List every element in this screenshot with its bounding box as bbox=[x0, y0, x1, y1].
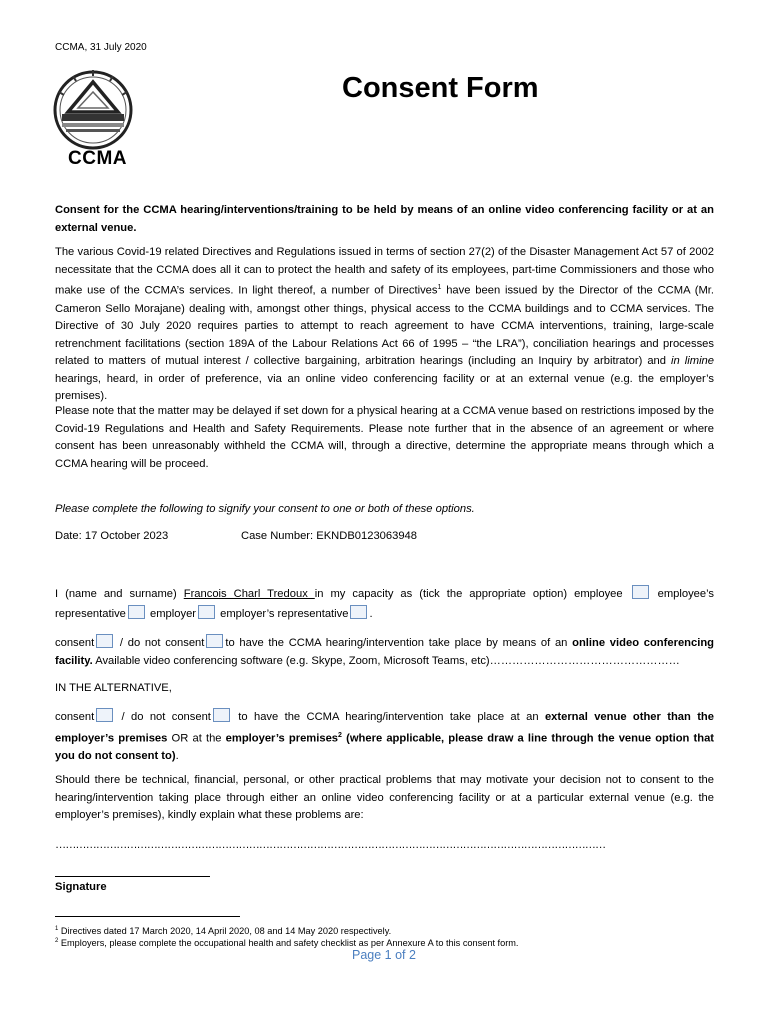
logo-label: CCMA bbox=[68, 148, 127, 169]
external-consent-checkbox[interactable] bbox=[96, 708, 113, 722]
alternative-label: IN THE ALTERNATIVE, bbox=[55, 682, 172, 694]
signatory-name: Francois Charl Tredoux bbox=[183, 588, 315, 600]
explanation-line[interactable]: ……………………………………………………………………………………………………………………………………………… bbox=[55, 839, 606, 851]
ccma-logo-icon bbox=[52, 68, 134, 152]
delay-paragraph: Please note that the matter may be delayed if set down for a physical hearing at a CCMA venue based on restrictions imposed by the Covid-19 Regulations and Health and Safety Requirements. Please note further that in the absence of an agreement or where consent has been unreasonably withheld the CCMA will, through a directive, determine the appropriate means through which a CCMA hearing will be proceed. bbox=[55, 405, 714, 470]
employee-rep-checkbox[interactable] bbox=[128, 605, 145, 619]
intro-paragraph: The various Covid-19 related Directives and Regulations issued in terms of section 27(2) of the Disaster Management Act 57 of 2002 necessitate that the CCMA does all it can to protect the health and safety of its employees, part-time Commissioners and those who make use of the CCMA’s services. In light thereof, a number of Directives$^1$ have been issued by the Director of the CCMA (Mr. Cameron Sello Morajane) dealing with, amongst other things, physical access to the CCMA buildings and to CCMA services. The Directive of 30 July 2020 requires parties to attempt to reach agreement to have CCMA interventions, training, large-scale retrenchment facilitations (section 189A of the Labour Relations Act 66 of 1995 – “the LRA”), conciliation hearings and processes related to matters of mutual interest / collective bargaining, arbitration hearings (including an Inquiry by arbitrator) and in limine hearings, heard, in order of preference, via an online video conferencing facility or at an external venue (e.g. the employer’s premises). bbox=[55, 246, 714, 403]
header-date: CCMA, 31 July 2020 bbox=[55, 42, 147, 53]
footnote-divider bbox=[55, 916, 240, 917]
capacity-section: I (name and surname) Francois Charl Tredoux in my capacity as (tick the appropriate option) employee employee’s representative employer employer’s representative . bbox=[55, 584, 714, 624]
online-consent-checkbox[interactable] bbox=[96, 634, 113, 648]
online-no-consent-checkbox[interactable] bbox=[206, 634, 223, 648]
date-field: Date: 17 October 2023 bbox=[55, 530, 169, 542]
signature-line[interactable] bbox=[55, 876, 210, 877]
signature-label: Signature bbox=[55, 881, 107, 893]
online-consent-section: consent / do not consent to have the CCMA hearing/intervention take place by means of an online video conferencing facility. Available video conferencing software (e.g. Skype, Zoom, Microsoft Teams, etc)…………………………………………… bbox=[55, 634, 714, 670]
page-title: Consent Form bbox=[342, 72, 539, 104]
ccma-logo bbox=[52, 68, 134, 172]
instruction-text: Please complete the following to signify your consent to one or both of these options. bbox=[55, 503, 475, 515]
footnote-2: $^2$ Employers, please complete the occupational health and safety checklist as per Annexure A to this consent form. bbox=[55, 938, 519, 949]
page-indicator: Page 1 of 2 bbox=[352, 948, 416, 962]
problems-paragraph: Should there be technical, financial, personal, or other practical problems that may motivate your decision not to consent to the hearing/intervention taking place through either an online video conferencing facility or at a particular external venue (e.g. the employer’s premises), kindly explain what these problems are: bbox=[55, 774, 714, 822]
external-consent-section: consent / do not consent to have the CCMA hearing/intervention take place at an external venue other than the employer’s premises OR at the employer’s premises$^2$ (where applicable, please draw a line through the venue option that you do not consent to). bbox=[55, 708, 714, 766]
employee-checkbox[interactable] bbox=[632, 585, 649, 599]
footnote-1: $^1$ Directives dated 17 March 2020, 14 April 2020, 08 and 14 May 2020 respectively. bbox=[55, 926, 392, 937]
employer-checkbox[interactable] bbox=[198, 605, 215, 619]
external-no-consent-checkbox[interactable] bbox=[213, 708, 230, 722]
employer-rep-checkbox[interactable] bbox=[350, 605, 367, 619]
consent-heading: Consent for the CCMA hearing/interventions/training to be held by means of an online video conferencing facility or at an external venue. bbox=[55, 204, 714, 234]
case-number: Case Number: EKNDB0123063948 bbox=[241, 530, 417, 542]
